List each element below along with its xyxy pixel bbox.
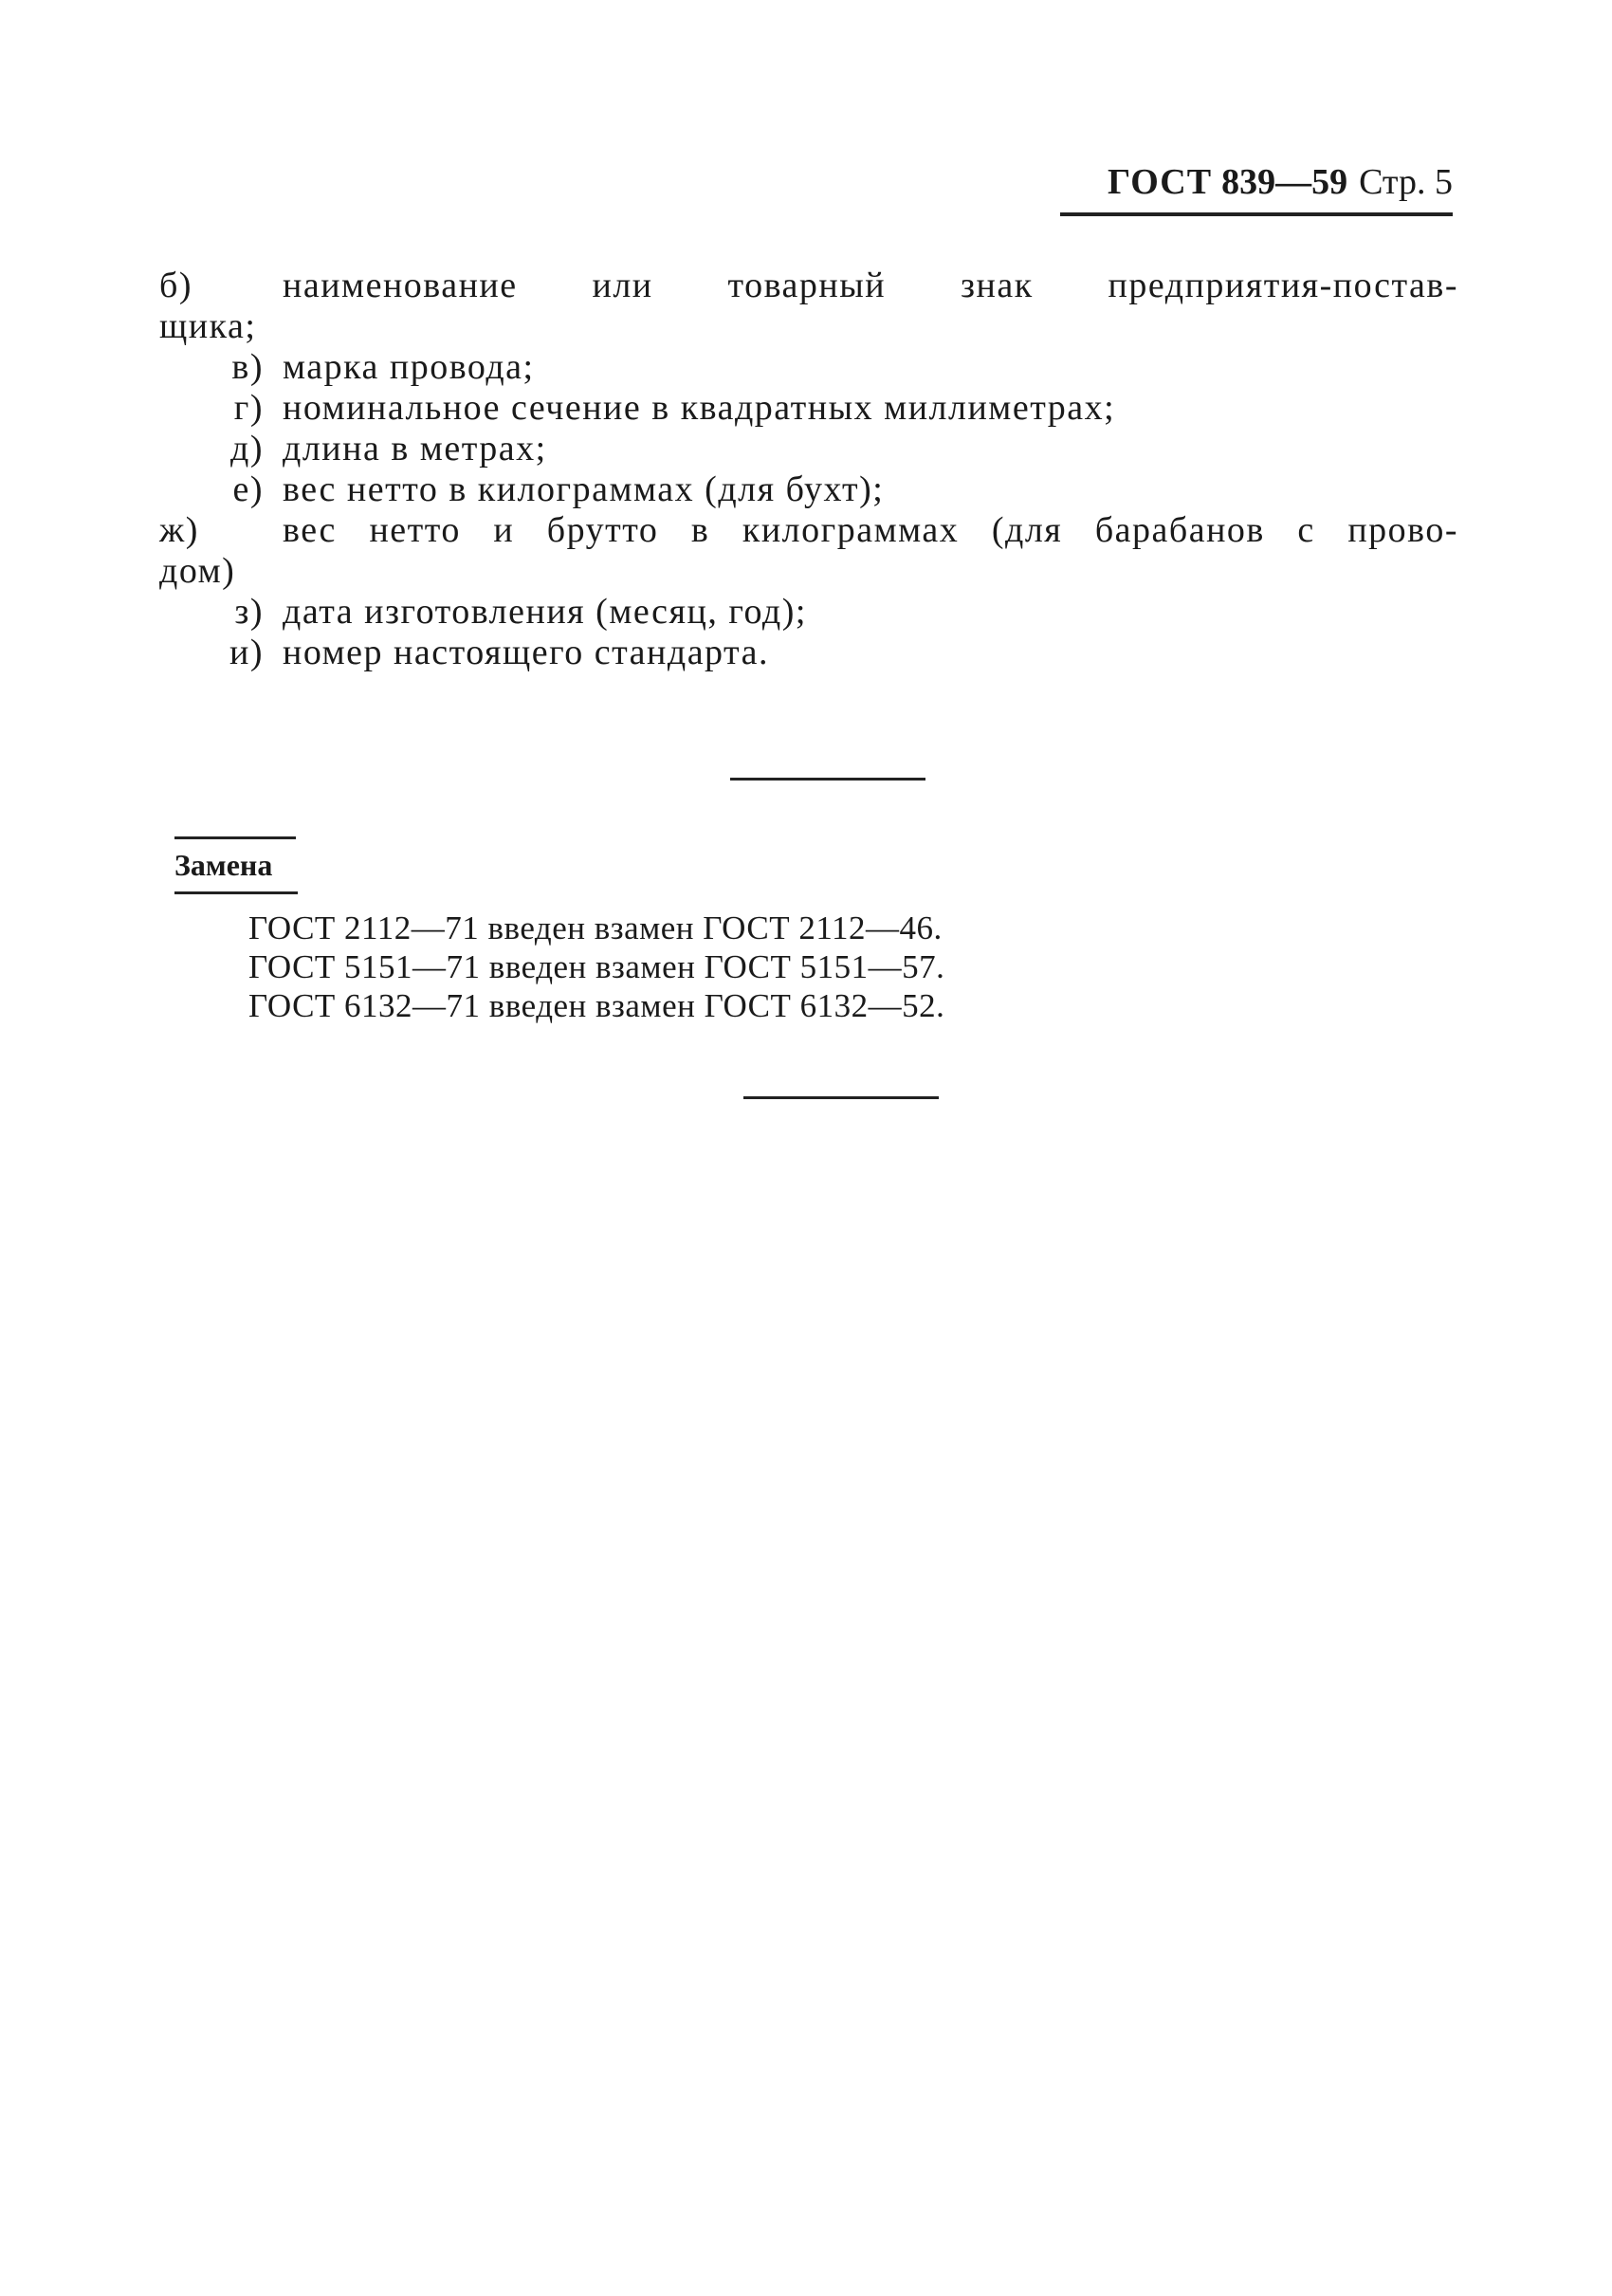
list-item — [159, 633, 1458, 673]
end-divider — [743, 1096, 939, 1099]
list-item-text: вес нетто и брутто в килограммах (для барабанов с прово- — [283, 510, 1458, 550]
standard-number: 839—59 — [1221, 162, 1348, 202]
header-rule — [1060, 212, 1453, 216]
list-item — [159, 347, 1458, 388]
list-marker: ж) — [159, 510, 199, 550]
page-number: Стр. 5 — [1359, 162, 1453, 202]
list-item-text: номер настоящего стандарта. — [283, 633, 769, 672]
list-item — [159, 469, 1458, 510]
page-header — [1062, 161, 1453, 203]
list-item — [159, 388, 1458, 429]
replacement-line: ГОСТ 6132—71 введен взамен ГОСТ 6132—52. — [248, 987, 945, 1024]
replacement-rule-bottom — [174, 891, 298, 894]
list-item — [159, 510, 1458, 551]
list-item-text: дата изготовления (месяц, год); — [283, 592, 807, 632]
replacement-title: Замена — [174, 848, 273, 882]
list-marker: в) — [231, 347, 264, 387]
list-marker: з) — [234, 592, 264, 632]
list-item-continuation: щика; — [159, 306, 257, 346]
section-divider — [730, 778, 925, 781]
list-item — [159, 266, 1458, 306]
list-marker: д) — [230, 429, 264, 468]
replacement-rule-top — [174, 836, 296, 839]
list-item-text: номинальное сечение в квадратных миллиметрах; — [283, 388, 1116, 428]
replacement-line: ГОСТ 5151—71 введен взамен ГОСТ 5151—57. — [248, 948, 945, 985]
list-item — [159, 592, 1458, 633]
list-item — [159, 429, 1458, 469]
standard-label: ГОСТ — [1108, 162, 1213, 202]
list-marker: и) — [229, 633, 264, 672]
list-item-text: марка провода; — [283, 347, 535, 387]
replacement-list — [248, 909, 944, 1025]
marking-list — [159, 266, 1458, 673]
replacement-line: ГОСТ 2112—71 введен взамен ГОСТ 2112—46. — [248, 909, 943, 946]
list-marker: е) — [232, 469, 264, 509]
list-item-continuation: дом) — [159, 551, 236, 591]
list-item-text: наименование или товарный знак предприятия-постав- — [283, 266, 1458, 305]
list-marker: б) — [159, 266, 192, 305]
list-item-text: вес нетто в килограммах (для бухт); — [283, 469, 885, 509]
list-marker: г) — [233, 388, 264, 428]
list-item-text: длина в метрах; — [283, 429, 547, 468]
